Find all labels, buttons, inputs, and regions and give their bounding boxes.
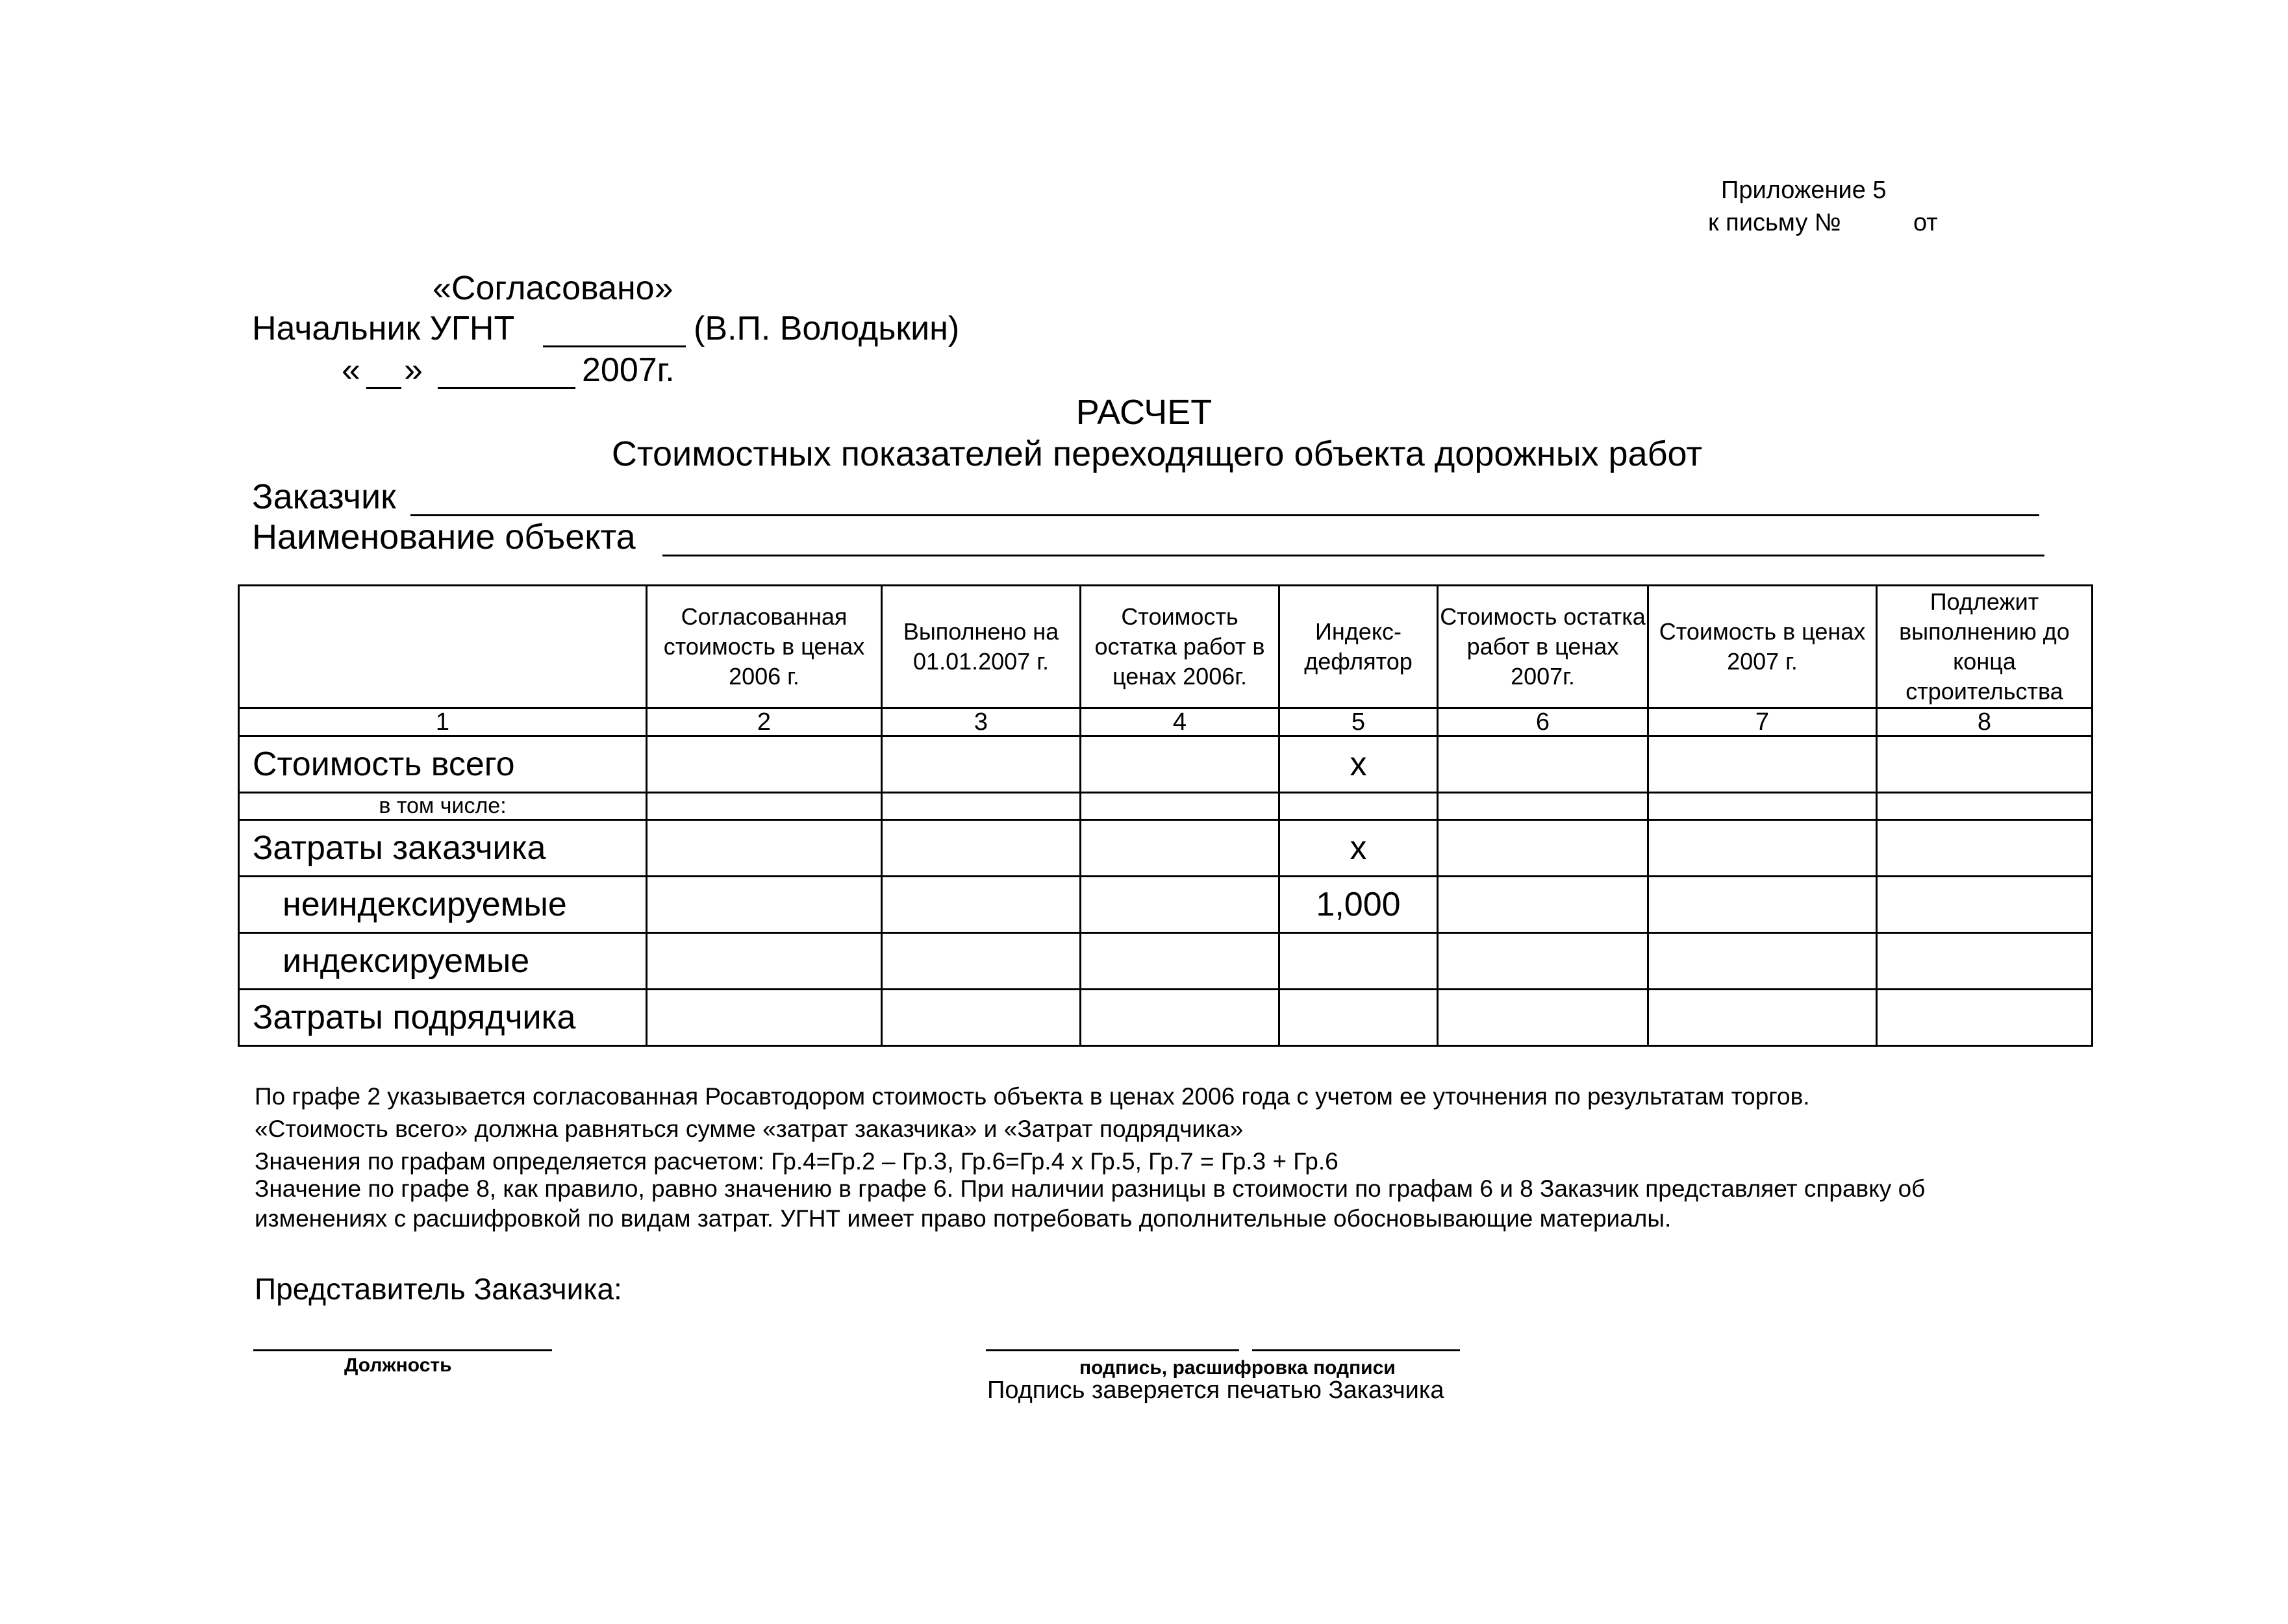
note-line: изменениях с расшифровкой по видам затрат. УГНТ имеет право потребовать дополнительные обосновывающие материалы. — [255, 1205, 1672, 1232]
deflator-cell — [1279, 933, 1438, 990]
table-cell[interactable] — [882, 877, 1081, 933]
row-label: индексируемые — [239, 933, 647, 990]
column-number: 2 — [647, 708, 882, 736]
customer-label: Заказчик — [252, 477, 396, 516]
signature-caption: подпись, расшифровка подписи — [1079, 1357, 1396, 1379]
date-year: 2007г. — [582, 351, 675, 389]
note-line: Значения по графам определяется расчетом: Гр.4=Гр.2 – Гр.3, Гр.6=Гр.4 x Гр.5, Гр.7 = Гр.3 + Гр.6 — [255, 1148, 1339, 1175]
table-cell[interactable] — [1081, 877, 1279, 933]
table-cell[interactable] — [1438, 820, 1648, 877]
date-close-quote: » — [404, 351, 423, 389]
position-caption: Должность — [344, 1355, 452, 1376]
deflator-cell: x — [1279, 736, 1438, 793]
header-cell-5: Индекс-дефлятор — [1279, 586, 1438, 708]
table-cell[interactable] — [647, 793, 882, 820]
header-cell-4: Стоимость остатка работ в ценах 2006г. — [1081, 586, 1279, 708]
deflator-cell: 1,000 — [1279, 877, 1438, 933]
table-row-total-cost — [239, 736, 2093, 793]
appendix-letter-label: к письму № — [1708, 209, 1841, 236]
header-cell-2: Согласованная стоимость в ценах 2006 г. — [647, 586, 882, 708]
position-field-line[interactable] — [253, 1349, 552, 1351]
row-label: Затраты подрядчика — [239, 990, 647, 1046]
header-cell-6: Стоимость остатка работ в ценах 2007г. — [1438, 586, 1648, 708]
table-cell[interactable] — [1081, 990, 1279, 1046]
row-label: в том числе: — [239, 793, 647, 820]
table-cell[interactable] — [1081, 933, 1279, 990]
table-row-customer-costs — [239, 820, 2093, 877]
table-cell[interactable] — [882, 933, 1081, 990]
table-cell[interactable] — [1438, 793, 1648, 820]
table-cell[interactable] — [882, 793, 1081, 820]
table-cell[interactable] — [1438, 736, 1648, 793]
table-header-row — [239, 586, 2093, 708]
table-row-including — [239, 793, 2093, 820]
chief-label: Начальник УГНТ — [252, 310, 515, 347]
date-open-quote: « — [342, 351, 360, 389]
signature-decoding-field-line[interactable] — [1252, 1349, 1460, 1351]
object-name-label: Наименование объекта — [252, 518, 636, 556]
note-line: Значение по графе 8, как правило, равно значению в графе 6. При наличии разницы в стоимости по графам 6 и 8 Заказчик представляет справку об — [255, 1175, 1926, 1202]
deflator-cell — [1279, 990, 1438, 1046]
table-cell[interactable] — [882, 736, 1081, 793]
table-cell[interactable] — [1877, 736, 2093, 793]
appendix-from-label: от — [1913, 209, 1938, 236]
row-label: неиндексируемые — [239, 877, 647, 933]
deflator-cell — [1279, 793, 1438, 820]
table-cell[interactable] — [1648, 877, 1877, 933]
column-number: 6 — [1438, 708, 1648, 736]
column-number-row — [239, 708, 2093, 736]
table-cell[interactable] — [647, 820, 882, 877]
row-label: Стоимость всего — [239, 736, 647, 793]
chief-signature-line — [543, 345, 686, 347]
table-cell[interactable] — [1877, 877, 2093, 933]
approval-title: «Согласовано» — [433, 269, 673, 307]
table-cell[interactable] — [647, 990, 882, 1046]
header-cell-7: Стоимость в ценах 2007 г. — [1648, 586, 1877, 708]
chief-name: (В.П. Володькин) — [694, 310, 960, 347]
column-number: 8 — [1877, 708, 2093, 736]
deflator-cell: x — [1279, 820, 1438, 877]
table-cell[interactable] — [1438, 933, 1648, 990]
column-number: 1 — [239, 708, 647, 736]
column-number: 3 — [882, 708, 1081, 736]
date-month-line — [438, 387, 575, 389]
column-number: 4 — [1081, 708, 1279, 736]
table-cell[interactable] — [1438, 877, 1648, 933]
table-cell[interactable] — [1648, 736, 1877, 793]
document-title: РАСЧЕТ — [1075, 393, 1213, 432]
table-cell[interactable] — [1877, 820, 2093, 877]
header-cell-1 — [239, 586, 647, 708]
representative-label: Представитель Заказчика: — [255, 1272, 622, 1306]
table-cell[interactable] — [1877, 990, 2093, 1046]
table-cell[interactable] — [1877, 933, 2093, 990]
table-cell[interactable] — [1648, 990, 1877, 1046]
table-cell[interactable] — [647, 933, 882, 990]
note-line: По графе 2 указывается согласованная Росавтодором стоимость объекта в ценах 2006 года с учетом ее уточнения по результатам торгов. — [255, 1083, 1810, 1110]
seal-note: Подпись заверяется печатью Заказчика — [987, 1377, 1444, 1404]
table-cell[interactable] — [882, 990, 1081, 1046]
table-row-contractor-costs — [239, 990, 2093, 1046]
note-line: «Стоимость всего» должна равняться сумме «затрат заказчика» и «Затрат подрядчика» — [255, 1116, 1244, 1142]
date-day-line — [366, 387, 401, 389]
table-cell[interactable] — [1648, 793, 1877, 820]
table-cell[interactable] — [1081, 736, 1279, 793]
table-cell[interactable] — [647, 877, 882, 933]
table-row-indexed — [239, 933, 2093, 990]
table-cell[interactable] — [1081, 820, 1279, 877]
row-label: Затраты заказчика — [239, 820, 647, 877]
table-cell[interactable] — [1877, 793, 2093, 820]
customer-field-line[interactable] — [410, 514, 2039, 516]
column-number: 5 — [1279, 708, 1438, 736]
table-cell[interactable] — [882, 820, 1081, 877]
document-subtitle: Стоимостных показателей переходящего объекта дорожных работ — [611, 434, 1703, 473]
table-cell[interactable] — [1438, 990, 1648, 1046]
table-cell[interactable] — [1648, 933, 1877, 990]
column-number: 7 — [1648, 708, 1877, 736]
object-name-field-line[interactable] — [662, 555, 2044, 556]
signature-field-line[interactable] — [986, 1349, 1239, 1351]
appendix-title: Приложение 5 — [1721, 177, 1887, 204]
table-row-non-indexed — [239, 877, 2093, 933]
table-cell[interactable] — [1648, 820, 1877, 877]
cost-table — [238, 584, 2093, 1047]
header-cell-8: Подлежит выполнению до конца строительства — [1877, 586, 2093, 708]
table-cell[interactable] — [647, 736, 882, 793]
table-cell[interactable] — [1081, 793, 1279, 820]
header-cell-3: Выполнено на 01.01.2007 г. — [882, 586, 1081, 708]
